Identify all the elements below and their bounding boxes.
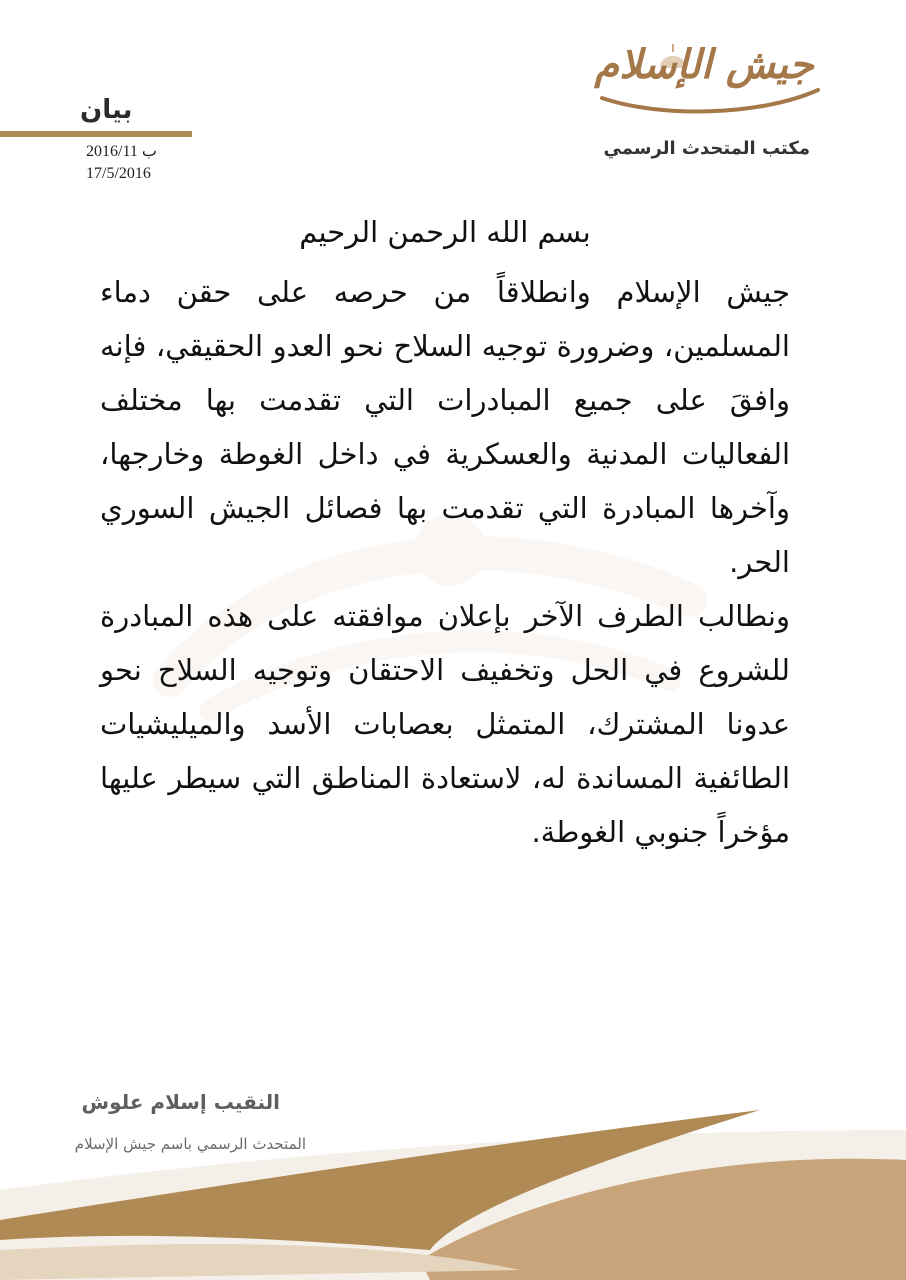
statement-date: 17/5/2016 (86, 165, 151, 182)
signatory-title: المتحدث الرسمي باسم جيش الإسلام (74, 1135, 306, 1153)
header-accent-bar (0, 131, 192, 137)
office-label: مكتب المتحدث الرسمي (603, 138, 810, 159)
footer-swoosh (0, 1090, 906, 1280)
basmala: بسم الله الرحمن الرحيم (299, 215, 591, 249)
statement-body (100, 265, 790, 859)
statement-label: بيان (80, 95, 133, 125)
logo-wordmark: جيش الإسلام (594, 42, 814, 88)
reference-number: ب 2016/11 (86, 143, 157, 160)
body-paragraph-2: ونطالب الطرف الآخر بإعلان موافقته على هذه المبادرة للشروع في الحل وتخفيف الاحتقان وتوجيه السلاح نحو عدونا المشترك، المتمثل بعصابات الأسد والميليشيات الطائفية المساندة له، لاستعادة المناطق التي سيطر عليها مؤخراً جنوبي الغوطة. (100, 599, 790, 849)
signatory-name: النقيب إسلام علوش (81, 1090, 280, 1114)
body-paragraph-1: جيش الإسلام وانطلاقاً من حرصه على حقن دماء المسلمين، وضرورة توجيه السلاح نحو العدو الحقيقي، فإنه وافقَ على جميع المبادرات التي تقدمت بها مختلف الفعاليات المدنية والعسكرية في داخل الغوطة وخارجها، وآخرها المبادرة التي تقدمت بها فصائل الجيش السوري الحر. (100, 275, 790, 579)
